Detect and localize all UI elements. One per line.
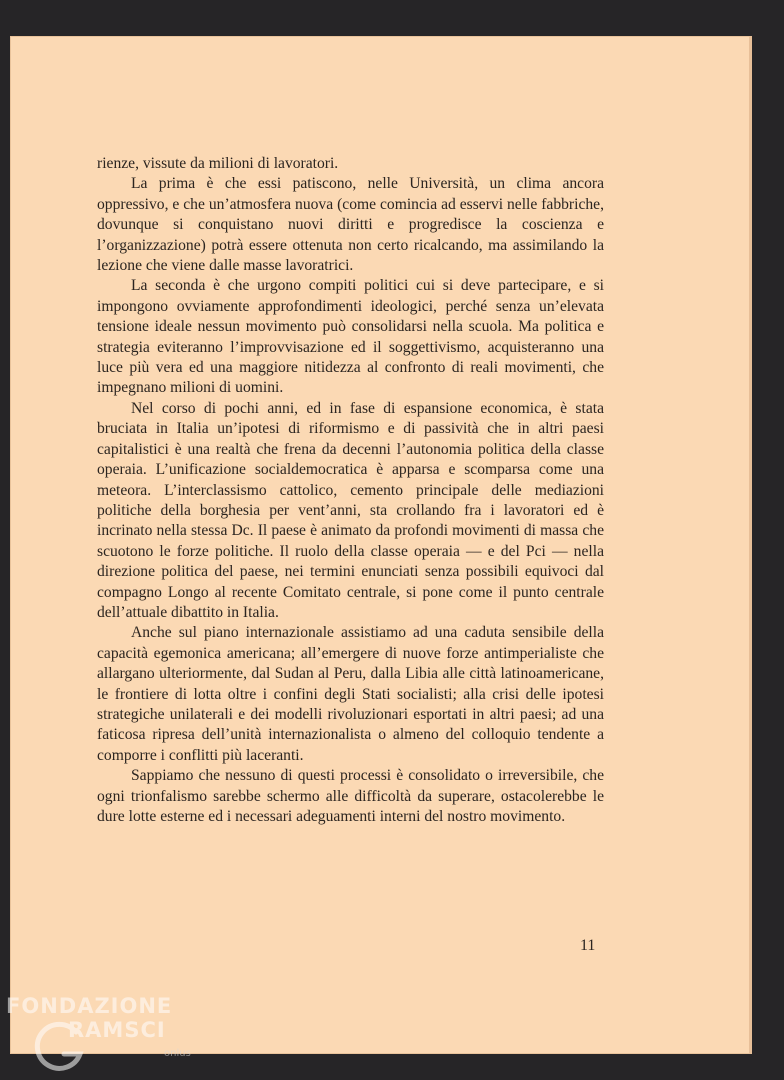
paragraph: rienze, vissute da milioni di lavoratori. — [97, 155, 339, 172]
document-page — [10, 36, 752, 1054]
paragraph: Anche sul piano internazionale assistiamo ad una caduta sensibile della capacità egemonica americana; all’emergere di nuove forze antimperialiste che allargano ulteriormente, dal Sudan al Peru, dalla Libia alle città latinoamericane, le frontiere di lotta oltre i confini degli Stati socialisti; alla crisi delle ipotesi strategiche unilaterali e dei modelli rivoluzionari esportati in altri paesi; ad una faticosa ripresa dell’unità internazionalista o almeno del colloquio tendente a comporre i conflitti più laceranti. — [97, 624, 604, 764]
watermark-line-2: RAMSCI — [68, 1018, 166, 1042]
paragraph: La seconda è che urgono compiti politici cui si deve partecipare, e si impongono ovviamente approfondimenti ideologici, perché senza un’elevata tensione ideale nessun movimento può consolidarsi nella scuola. Ma politica e strategia eviteranno l’improvvisazione ed il soggettivismo, acquisteranno una luce più vera ed una maggiore nitidezza al confronto di reali movimenti, che impegnano milioni di uomini. — [97, 277, 604, 397]
paragraph: La prima è che essi patiscono, nelle Università, un clima ancora oppressivo, e che un’atmosfera nuova (come comincia ad esservi nelle fabbriche, dovunque si conquistano nuovi diritti e progredisce la coscienza e l’organizzazione) potrà essere ottenuta non certo ricalcando, ma assimilando la lezione che viene dalle masse lavoratrici. — [97, 175, 604, 275]
body-text — [97, 154, 604, 827]
watermark-line-3: onlus — [164, 1048, 191, 1059]
paragraph: Sappiamo che nessuno di questi processi è consolidato o irreversibile, che ogni trionfalismo sarebbe schermo alle difficoltà da superare, ostacolerebbe le dure lotte esterne ed i necessari adeguamenti interni del nostro movimento. — [97, 767, 604, 825]
paragraph: Nel corso di pochi anni, ed in fase di espansione economica, è stata bruciata in Italia un’ipotesi di riformismo e di passività che in altri paesi capitalistici è una realtà che frena da decenni l’autonomia politica della classe operaia. L’unificazione socialdemocratica è apparsa e scomparsa come una meteora. L’interclassismo cattolico, cemento principale delle mediazioni politiche della borghesia per vent’anni, sta crollando fra i lavoratori ed è incrinato nella stessa Dc. Il paese è animato da profondi movimenti di massa che scuotono le forze politiche. Il ruolo della classe operaia — e del Pci — nella direzione politica del paese, nei termini enunciati senza possibili equivoci dal compagno Longo al recente Comitato centrale, si pone come il punto centrale dell’attuale dibattito in Italia. — [97, 399, 604, 621]
page-edge — [749, 36, 752, 1054]
watermark-line-1: FONDAZIONE — [6, 994, 173, 1018]
watermark-logo — [6, 994, 196, 1074]
page-number: 11 — [580, 937, 596, 954]
